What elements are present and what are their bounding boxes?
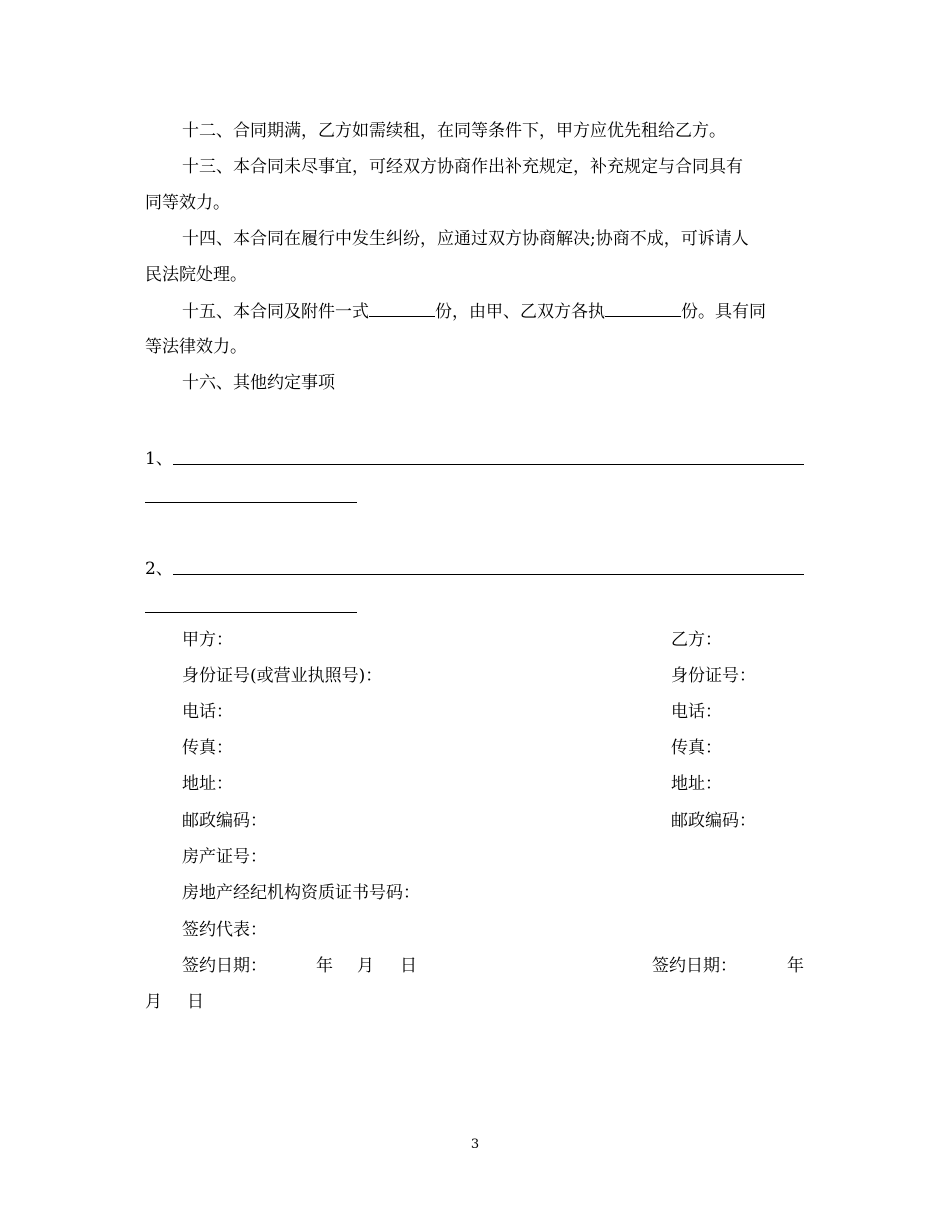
party-a-postcode-label: 邮政编码： — [182, 811, 267, 831]
party-b-sign-month: 月 — [145, 992, 162, 1012]
party-a-property-cert-label: 房产证号： — [182, 847, 267, 867]
party-b-sign-year: 年 — [787, 956, 804, 976]
other-item-2-rule-cont — [145, 612, 357, 613]
party-a-fax-label: 传真： — [182, 738, 233, 758]
clause-13-line1: 十三、本合同未尽事宜，可经双方协商作出补充规定，补充规定与合同具有 — [182, 157, 743, 177]
party-a-label: 甲方： — [182, 630, 233, 650]
copies-total-blank — [369, 301, 435, 317]
clause-13-line2: 同等效力。 — [145, 193, 230, 213]
other-item-1-rule — [173, 464, 804, 465]
clause-15-text-b: 份，由甲、乙双方各执 — [435, 302, 605, 322]
clause-16: 十六、其他约定事项 — [182, 373, 335, 393]
party-a-address-label: 地址： — [182, 774, 233, 794]
party-b-sign-day: 日 — [187, 992, 204, 1012]
party-b-id-label: 身份证号： — [671, 666, 756, 686]
party-b-sign-date-label: 签约日期： — [652, 956, 737, 976]
other-item-2-rule — [173, 574, 804, 575]
clause-12: 十二、合同期满，乙方如需续租，在同等条件下，甲方应优先租给乙方。 — [182, 121, 726, 141]
copies-each-blank — [605, 301, 681, 317]
party-b-label: 乙方： — [671, 630, 722, 650]
other-item-1-rule-cont — [145, 502, 357, 503]
party-b-address-label: 地址： — [671, 774, 722, 794]
party-a-id-label: 身份证号(或营业执照号)： — [182, 666, 383, 686]
party-a-sign-month: 月 — [357, 956, 374, 976]
party-a-sign-date-label: 签约日期： — [182, 956, 267, 976]
clause-15-text-c: 份。具有同 — [681, 302, 766, 322]
party-a-representative-label: 签约代表： — [182, 920, 267, 940]
other-item-2-number: 2、 — [145, 559, 173, 579]
other-item-1-number: 1、 — [145, 449, 173, 469]
party-b-fax-label: 传真： — [671, 738, 722, 758]
party-b-postcode-label: 邮政编码： — [671, 811, 756, 831]
clause-14-line1: 十四、本合同在履行中发生纠纷，应通过双方协商解决;协商不成，可诉请人 — [182, 229, 749, 249]
clause-15-line1 — [182, 301, 766, 322]
party-a-sign-year: 年 — [316, 956, 333, 976]
party-b-phone-label: 电话： — [671, 702, 722, 722]
clause-14-line2: 民法院处理。 — [145, 265, 247, 285]
party-a-sign-day: 日 — [400, 956, 417, 976]
party-a-phone-label: 电话： — [182, 702, 233, 722]
party-a-agency-cert-label: 房地产经纪机构资质证书号码： — [182, 883, 420, 903]
clause-15-line2: 等法律效力。 — [145, 337, 247, 357]
clause-15-text-a: 十五、本合同及附件一式 — [182, 302, 369, 322]
page-number: 3 — [470, 1137, 480, 1152]
